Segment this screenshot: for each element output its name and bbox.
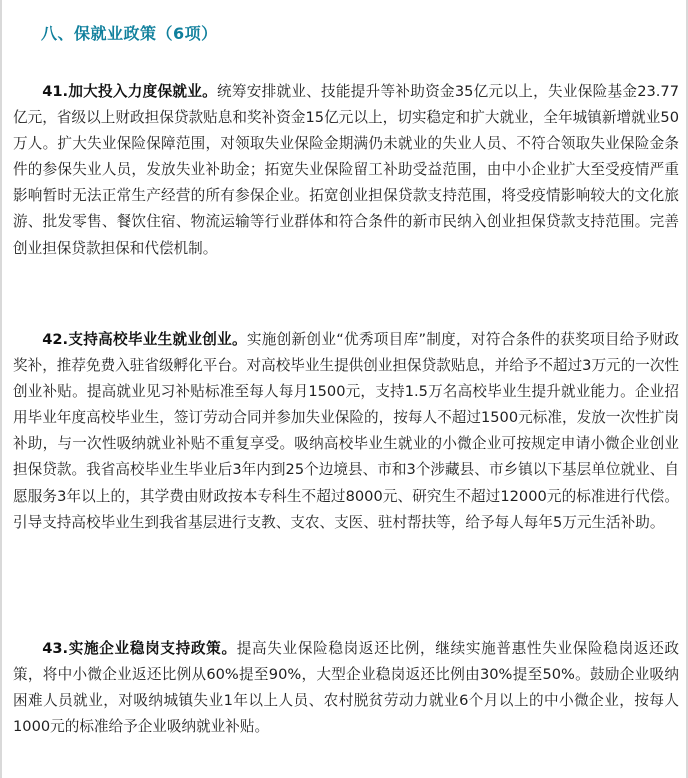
policy-paragraph-42: [13, 327, 679, 536]
policy-text-43: 提高失业保险稳岗返还比例，继续实施普惠性失业保险稳岗返还政策，将中小微企业返还比例从60%提至90%，大型企业稳岗返还比例由30%提至50%。鼓励企业吸纳困难人员就业，对吸纳城镇失业1年以上人员、农村脱贫劳动力就业6个月以上的中小微企业，按每人1000元的标准给予企业吸纳就业补贴。: [13, 640, 679, 736]
policy-text-42: 实施创新创业“优秀项目库”制度，对符合条件的获奖项目给予财政奖补，推荐免费入驻省级孵化平台。对高校毕业生提供创业担保贷款贴息，并给予不超过3万元的一次性创业补贴。提高就业见习补贴标准至每人每月1500元，支持1.5万名高校毕业生提升就业能力。企业招用毕业年度高校毕业生，签订劳动合同并参加失业保险的，按每人不超过1500元标准，发放一次性扩岗补助，与一次性吸纳就业补贴不重复享受。吸纳高校毕业生就业的小微企业可按规定申请小微企业创业担保贷款。我省高校毕业生毕业后3年内到25个边境县、市和3个涉藏县、市乡镇以下基层单位就业、自愿服务3年以上的，其学费由财政按本专科生不超过8000元、研究生不超过12000元的标准进行代偿。引导支持高校毕业生到我省基层进行支教、支农、支医、驻村帮扶等，给予每人每年5万元生活补助。: [13, 331, 680, 531]
left-border: [0, 0, 2, 778]
policy-heading-41: 41.加大投入力度保就业。: [42, 83, 217, 100]
policy-text-41: 统筹安排就业、技能提升等补助资金35亿元以上，失业保险基金23.77亿元，省级以上财政担保贷款贴息和奖补资金15亿元以上，切实稳定和扩大就业，全年城镇新增就业50万人。扩大失业保险保障范围，对领取失业保险金期满仍未就业的失业人员、不符合领取失业保险金条件的参保失业人员，发放失业补助金；拓宽失业保险留工补助受益范围，由中小企业扩大至受疫情严重影响暂时无法正常生产经营的所有参保企业。拓宽创业担保贷款支持范围，将受疫情影响较大的文化旅游、批发零售、餐饮住宿、物流运输等行业群体和符合条件的新市民纳入创业担保贷款支持范围。完善创业担保贷款担保和代偿机制。: [13, 83, 679, 257]
policy-paragraph-41: [13, 79, 679, 262]
policy-heading-43: 43.实施企业稳岗支持政策。: [42, 640, 237, 657]
policy-paragraph-43: [13, 636, 679, 740]
policy-heading-42: 42.支持高校毕业生就业创业。: [42, 331, 247, 348]
section-title: 八、保就业政策（6项）: [41, 24, 218, 43]
